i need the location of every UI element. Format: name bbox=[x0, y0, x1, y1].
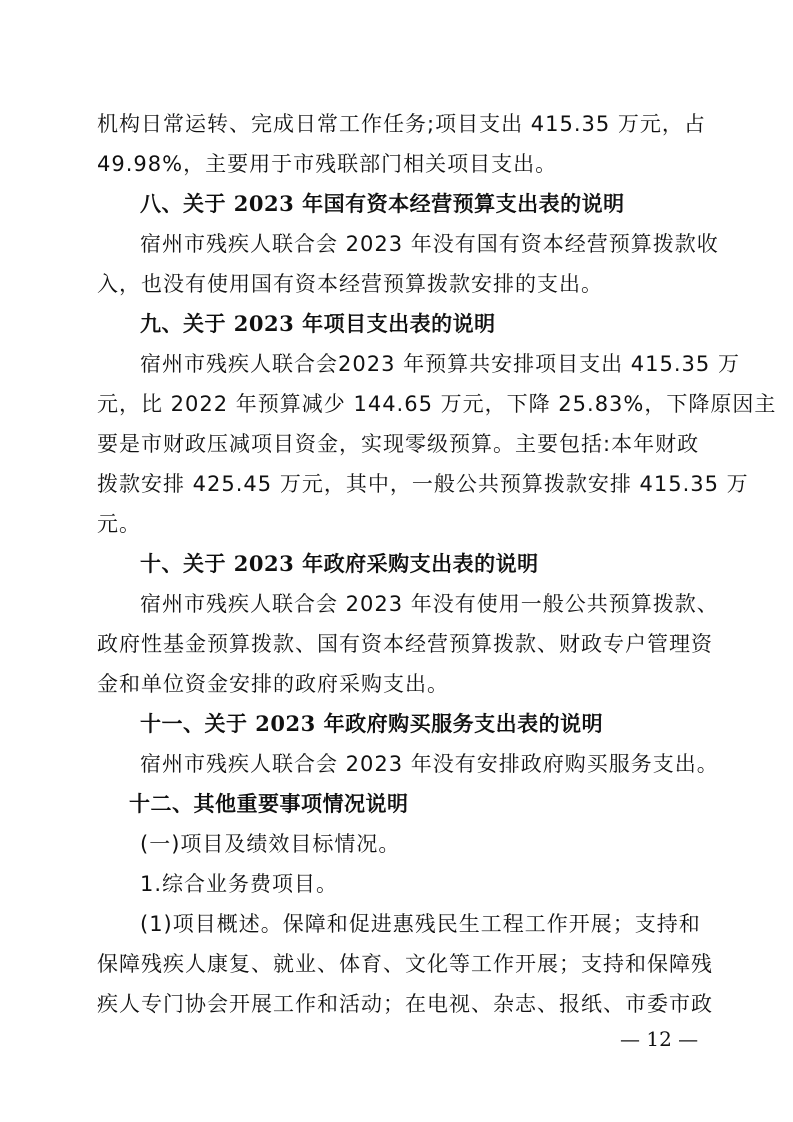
paragraph-line: 金和单位资金安排的政府采购支出。 bbox=[97, 672, 449, 696]
paragraph-line: 要是市财政压减项目资金，实现零级预算。主要包括:本年财政 bbox=[97, 432, 700, 456]
paragraph-line: 疾人专门协会开展工作和活动；在电视、杂志、报纸、市委市政 bbox=[97, 992, 713, 1016]
paragraph-line: (1)项目概述。保障和促进惠残民生工程工作开展；支持和 bbox=[140, 912, 701, 936]
paragraph-line: 宿州市残疾人联合会 2023 年没有使用一般公共预算拨款、 bbox=[140, 592, 719, 616]
paragraph-line: 49.98%，主要用于市残联部门相关项目支出。 bbox=[97, 152, 558, 176]
paragraph-line: 元，比 2022 年预算减少 144.65 万元，下降 25.83%，下降原因主 bbox=[97, 392, 777, 416]
paragraph-line: 政府性基金预算拨款、国有资本经营预算拨款、财政专户管理资 bbox=[97, 632, 713, 656]
page-number: — 12 — bbox=[620, 1027, 699, 1051]
paragraph-line: 入，也没有使用国有资本经营预算拨款安排的支出。 bbox=[97, 272, 603, 296]
section-heading: 八、关于 2023 年国有资本经营预算支出表的说明 bbox=[140, 191, 625, 216]
paragraph-line: 宿州市残疾人联合会 2023 年没有国有资本经营预算拨款收 bbox=[140, 232, 719, 256]
paragraph-line: 1.综合业务费项目。 bbox=[140, 872, 339, 896]
paragraph-line: (一)项目及绩效目标情况。 bbox=[140, 832, 401, 856]
paragraph-line: 宿州市残疾人联合会 2023 年没有安排政府购买服务支出。 bbox=[140, 752, 719, 776]
section-heading: 十二、其他重要事项情况说明 bbox=[129, 791, 409, 816]
section-heading: 十一、关于 2023 年政府购买服务支出表的说明 bbox=[140, 711, 604, 736]
paragraph-line: 拨款安排 425.45 万元，其中，一般公共预算拨款安排 415.35 万 bbox=[97, 472, 749, 496]
paragraph-line: 机构日常运转、完成日常工作任务;项目支出 415.35 万元，占 bbox=[97, 112, 706, 136]
paragraph-line: 宿州市残疾人联合会2023 年预算共安排项目支出 415.35 万 bbox=[140, 352, 740, 376]
paragraph-line: 元。 bbox=[97, 512, 141, 536]
paragraph-line: 保障残疾人康复、就业、体育、文化等工作开展；支持和保障残 bbox=[97, 952, 713, 976]
section-heading: 十、关于 2023 年政府采购支出表的说明 bbox=[140, 551, 539, 576]
section-heading: 九、关于 2023 年项目支出表的说明 bbox=[140, 311, 496, 336]
